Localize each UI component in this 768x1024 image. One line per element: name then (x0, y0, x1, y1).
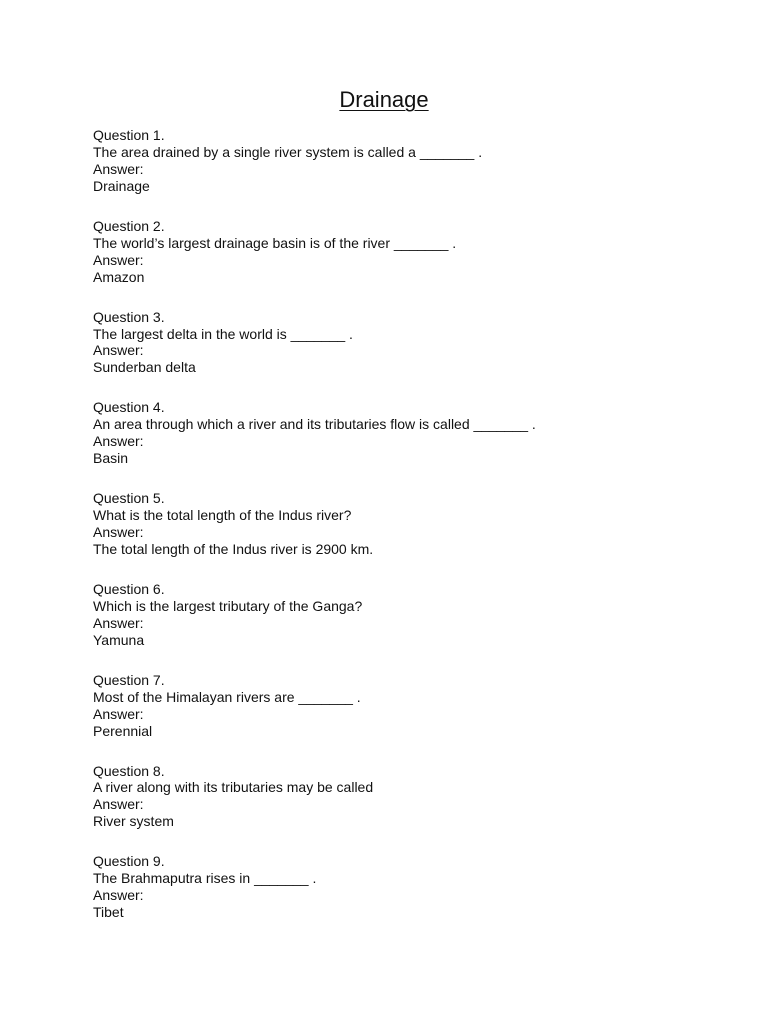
answer-text: Tibet (93, 904, 124, 921)
question-text: The area drained by a single river system is called a _______ . (93, 143, 483, 160)
question-number: Question 8. (93, 762, 165, 779)
answer-text: Amazon (93, 268, 145, 285)
question-item-9 (93, 853, 713, 944)
question-number: Question 4. (93, 399, 165, 416)
question-text: The Brahmaputra rises in _______ . (93, 870, 317, 887)
question-item-7 (93, 672, 713, 763)
question-item-1 (93, 127, 713, 218)
question-item-8 (93, 763, 713, 854)
question-number: Question 5. (93, 490, 165, 507)
question-text: A river along with its tributaries may be called (93, 779, 374, 796)
question-item-3 (93, 309, 713, 400)
answer-label: Answer: (93, 433, 144, 450)
answer-label: Answer: (93, 796, 144, 813)
question-text: The largest delta in the world is _______ . (93, 325, 353, 342)
answer-text: Drainage (93, 177, 150, 194)
answer-label: Answer: (93, 160, 144, 177)
answer-label: Answer: (93, 342, 144, 359)
question-text: Most of the Himalayan rivers are _______ . (93, 688, 361, 705)
question-list (93, 127, 713, 944)
question-number: Question 7. (93, 671, 165, 688)
question-item-5 (93, 490, 713, 581)
question-number: Question 3. (93, 308, 165, 325)
answer-label: Answer: (93, 705, 144, 722)
answer-label: Answer: (93, 251, 144, 268)
answer-text: Yamuna (93, 631, 145, 648)
question-text: An area through which a river and its tributaries flow is called _______ . (93, 416, 536, 433)
question-item-4 (93, 399, 713, 490)
question-number: Question 2. (93, 217, 165, 234)
question-text: The world’s largest drainage basin is of the river _______ . (93, 234, 457, 251)
question-text: Which is the largest tributary of the Ganga? (93, 597, 363, 614)
answer-text: Basin (93, 450, 129, 467)
question-text: What is the total length of the Indus river? (93, 507, 352, 524)
answer-label: Answer: (93, 524, 144, 540)
answer-label: Answer: (93, 614, 144, 631)
question-item-2 (93, 218, 713, 309)
question-number: Question 1. (93, 127, 165, 143)
answer-text: The total length of the Indus river is 2900 km. (93, 540, 374, 557)
answer-text: Sunderban delta (93, 359, 196, 376)
answer-text: Perennial (93, 722, 153, 739)
answer-label: Answer: (93, 887, 144, 904)
page-title: Drainage (339, 87, 429, 112)
answer-text: River system (93, 813, 174, 830)
question-item-6 (93, 581, 713, 672)
question-number: Question 9. (93, 853, 165, 870)
question-number: Question 6. (93, 580, 165, 597)
